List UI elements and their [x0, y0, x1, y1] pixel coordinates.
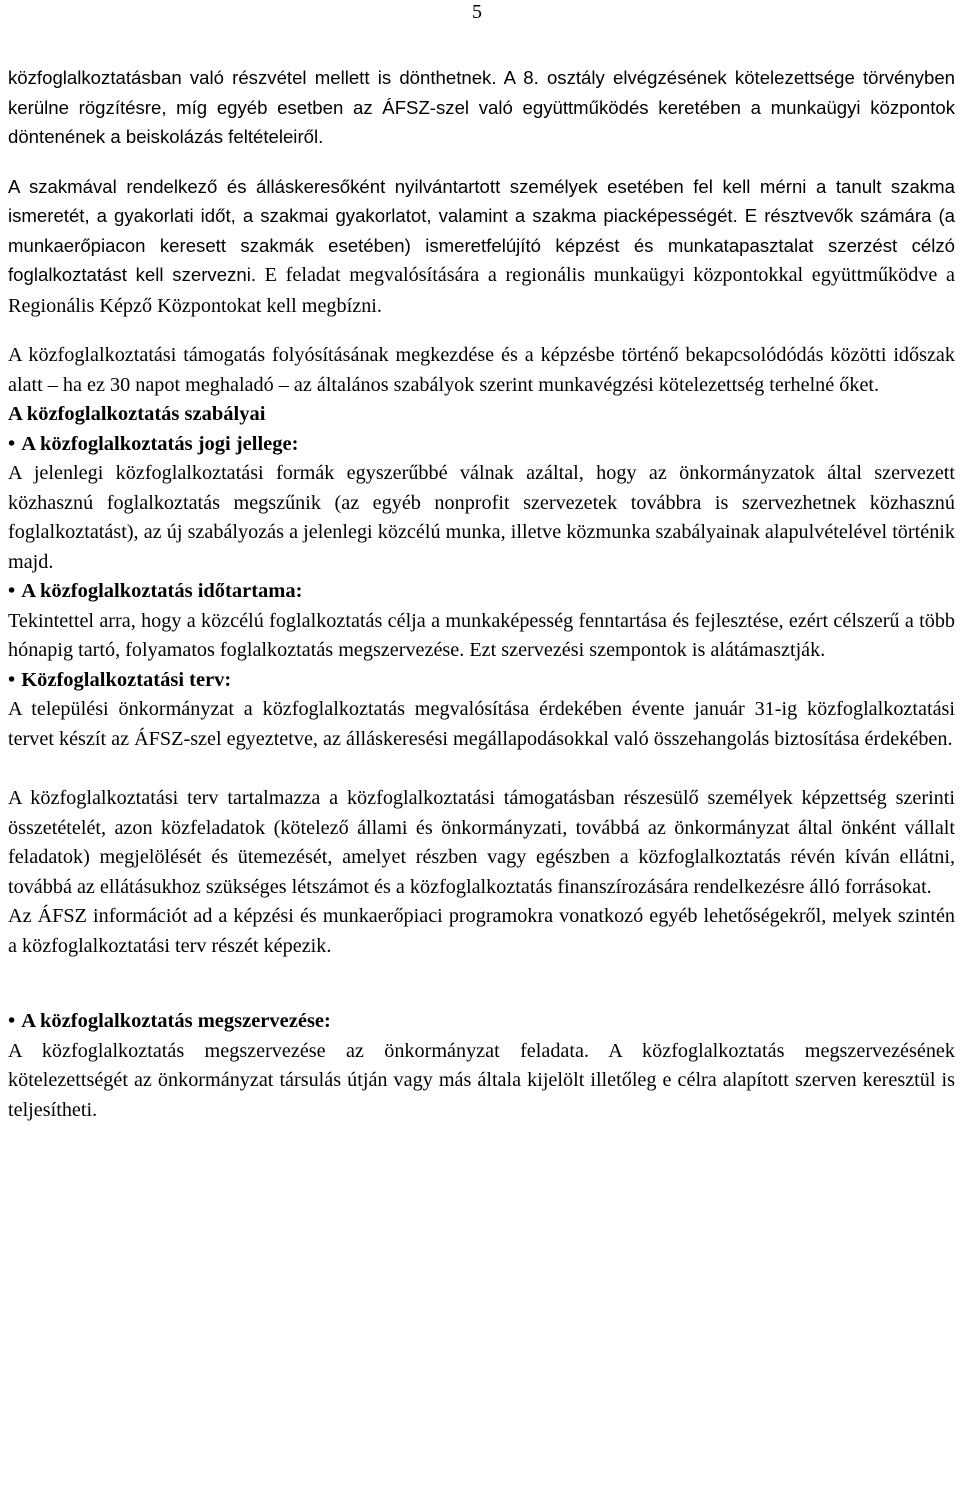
paragraph-skilled-jobseekers-text: A szakmával rendelkező és álláskeresőként nyilvántartott személyek esetében fel kell mérni a tanult szakma ismeretét, a gyakorlati időt, a szakmai gyakorlatot, valamint a szakma piacképességét. E résztvevők számára (a munkaerőpiacon keresett szakmák esetében) ismeretfelújító képzést és munkatapasztalat szerzést célzó foglalkoztatást kell szervezni. [8, 175, 955, 285]
subsection-legal-nature-text: A jelenlegi közfoglalkoztatási formák egyszerűbbé válnak azáltal, hogy az önkormányzatok által szervezett közhasznú foglalkoztatás megszűnik (az egyéb nonprofit szervezetek továbbra is szervezhetnek közhasznú foglalkoztatást), az új szabályozás a jelenlegi közcélú munka, illetve közmunka szabályainak alapulvételével történik majd. [8, 462, 955, 573]
document-body [8, 63, 955, 1125]
subsection-plan-label: Közfoglalkoztatási terv: [21, 668, 232, 691]
bullet-icon: • [8, 432, 16, 455]
subsection-plan-content-text: A közfoglalkoztatási terv tartalmazza a közfoglalkoztatási támogatásban részesülő személyek képzettség szerinti összetételét, azon közfeladatok (kötelező állami és önkormányzati, továbbá az önkormányzat által önként vállalt feladatok) megjelölését és ütemezését, amelyet részben vagy egészben a közfoglalkoztatás révén kíván ellátni, továbbá az ellátásukhoz szükséges létszámot és a közfoglalkoztatás finanszírozására rendelkezésre álló forrásokat. [8, 787, 955, 898]
page-number: 5 [472, 1, 482, 23]
bullet-icon: • [8, 668, 16, 691]
subsection-organization-text: A közfoglalkoztatás megszervezése az önkormányzat feladata. A közfoglalkoztatás megszervezésének kötelezettségét az önkormányzat társulás útján vagy más általa kijelölt illetőleg e célra alapított szerven keresztül is teljesítheti. [8, 1039, 955, 1121]
paragraph-skilled-jobseekers [8, 172, 955, 322]
subsection-organization-label: A közfoglalkoztatás megszervezése: [21, 1010, 331, 1032]
bullet-icon: • [8, 580, 16, 602]
subsection-plan-text: A települési önkormányzat a közfoglalkoztatás megvalósítása érdekében évente január 31-ig közfoglalkoztatási tervet készít az ÁFSZ-szel egyeztetve, az álláskeresési megállapodásokkal való összehangolás biztosítása érdekében. [8, 698, 955, 750]
subsection-plan-afsz-text: Az ÁFSZ információt ad a képzési és munkaerőpiaci programokra vonatkozó egyéb lehetőségekről, melyek szintén a közfoglalkoztatási terv részét képezik. [8, 905, 955, 957]
section-heading-rules: A közfoglalkoztatás szabályai [8, 403, 266, 425]
paragraph-support-period: A közfoglalkoztatási támogatás folyósításának megkezdése és a képzésbe történő bekapcsolódódás közötti időszak alatt – ha ez 30 napot meghaladó – az általános szabályok szerint munkavégzési kötelezettség terhelné őket. [8, 344, 955, 396]
bullet-icon: • [8, 1010, 16, 1032]
subsection-organization-title [8, 1007, 955, 1037]
paragraph-intro: közfoglalkoztatásban való részvétel mellett is dönthetnek. A 8. osztály elvégzésének kötelezettsége törvényben kerülne rögzítésre, míg egyéb esetben az ÁFSZ-szel való együttműködés keretében a munkaügyi központok döntenének a beiskolázás feltételeiről. [8, 67, 955, 147]
subsection-duration-title [8, 577, 955, 607]
subsection-duration-text: Tekintettel arra, hogy a közcélú foglalkoztatás célja a munkaképesség fenntartása és fejlesztése, ezért célszerű a több hónapig tartó, folyamatos foglalkoztatás megszervezése. Ezt szervezési szempontok is alátámasztják. [8, 609, 955, 661]
subsection-legal-nature-title [8, 430, 955, 460]
subsection-plan-title [8, 666, 955, 696]
subsection-duration-label: A közfoglalkoztatás időtartama: [21, 580, 303, 602]
subsection-legal-nature-label: A közfoglalkoztatás jogi jellege: [21, 432, 299, 455]
paragraph-regional-centers-text: E feladat megvalósítására a regionális munkaügyi központokkal együttműködve a Regionális Képző Központokat kell megbízni. [8, 264, 956, 317]
